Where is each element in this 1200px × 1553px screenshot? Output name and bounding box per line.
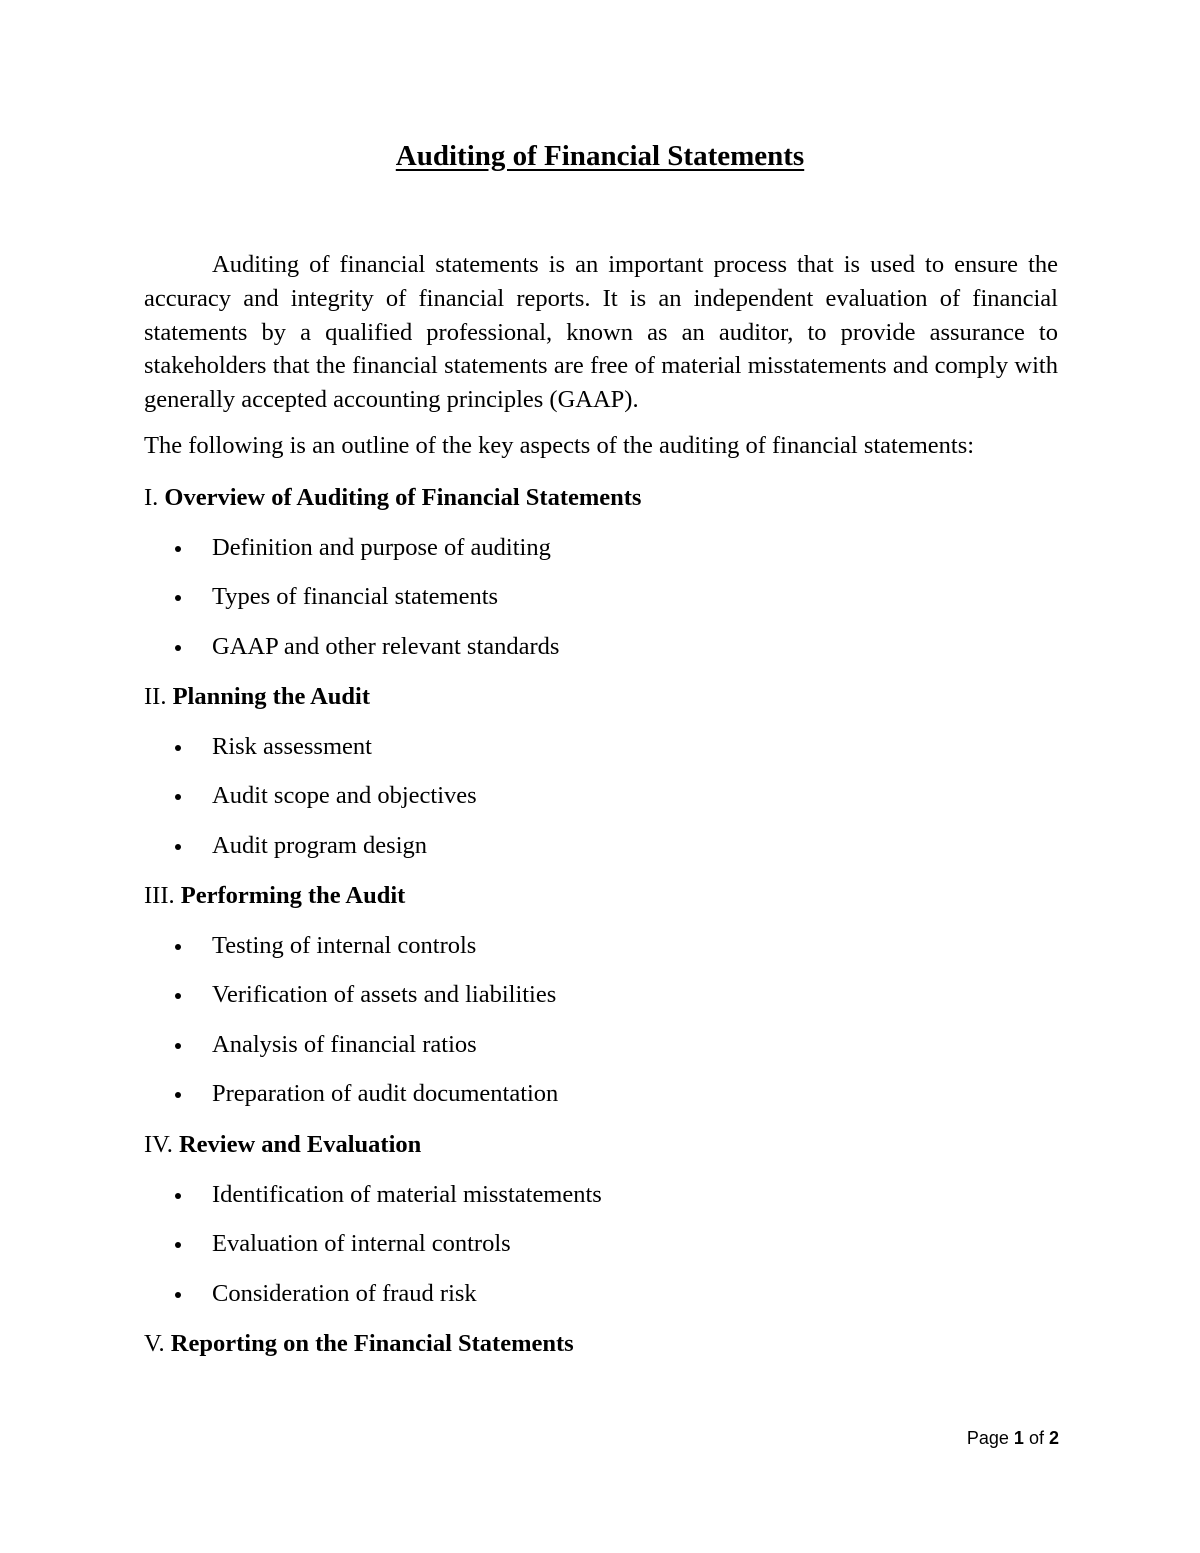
list-item bbox=[144, 929, 1084, 979]
list-item bbox=[144, 829, 1084, 879]
section-title: Review and Evaluation bbox=[178, 1131, 422, 1158]
list-item bbox=[144, 978, 1084, 1028]
section-heading bbox=[144, 680, 1084, 714]
list-item-text: GAAP and other relevant standards bbox=[212, 632, 560, 660]
list-item-text: Preparation of audit documentation bbox=[212, 1080, 559, 1108]
bullet-icon bbox=[175, 1193, 181, 1199]
bullet-icon bbox=[175, 993, 181, 999]
section-heading bbox=[144, 1128, 1084, 1162]
bullet-icon bbox=[175, 1043, 181, 1049]
list-item-text: Definition and purpose of auditing bbox=[212, 533, 551, 561]
section-number: IV. bbox=[144, 1131, 173, 1158]
bullet-list bbox=[144, 531, 1084, 680]
list-item-text: Types of financial statements bbox=[212, 583, 499, 611]
list-item bbox=[144, 779, 1084, 829]
list-item bbox=[144, 531, 1084, 581]
bullet-icon bbox=[175, 745, 181, 751]
section-number: II. bbox=[144, 683, 167, 710]
section-title: Planning the Audit bbox=[172, 683, 371, 710]
bullet-icon bbox=[175, 944, 181, 950]
section-number: I. bbox=[144, 484, 159, 511]
list-item bbox=[144, 1277, 1084, 1327]
of-label: of bbox=[1028, 1428, 1044, 1448]
section-title: Performing the Audit bbox=[180, 882, 406, 909]
section-reporting bbox=[144, 1327, 1084, 1361]
list-item bbox=[144, 1227, 1084, 1277]
list-item-text: Risk assessment bbox=[212, 732, 372, 760]
bullet-list bbox=[144, 1178, 1084, 1327]
list-item bbox=[144, 1077, 1084, 1127]
list-item-text: Consideration of fraud risk bbox=[212, 1279, 477, 1307]
list-item-text: Identification of material misstatements bbox=[212, 1180, 602, 1208]
section-overview bbox=[144, 481, 1084, 679]
current-page-number: 1 bbox=[1013, 1428, 1024, 1448]
page-label: Page bbox=[966, 1428, 1009, 1448]
bullet-list bbox=[144, 929, 1084, 1127]
bullet-icon bbox=[175, 645, 181, 651]
document-title: Auditing of Financial Statements bbox=[395, 140, 805, 172]
list-item bbox=[144, 730, 1084, 780]
list-item bbox=[144, 630, 1084, 680]
outline-lead-sentence: The following is an outline of the key aspects of the auditing of financial statements: bbox=[144, 432, 975, 459]
bullet-icon bbox=[175, 1092, 181, 1098]
bullet-icon bbox=[175, 844, 181, 850]
list-item-text: Audit scope and objectives bbox=[212, 782, 477, 810]
section-title: Reporting on the Financial Statements bbox=[170, 1330, 574, 1357]
list-item-text: Analysis of financial ratios bbox=[212, 1030, 477, 1058]
page-number-footer bbox=[955, 1428, 1059, 1449]
section-heading bbox=[144, 481, 1084, 515]
list-item bbox=[144, 1028, 1084, 1078]
total-page-count: 2 bbox=[1048, 1428, 1059, 1448]
list-item bbox=[144, 1178, 1084, 1228]
bullet-icon bbox=[175, 794, 181, 800]
bullet-list bbox=[144, 730, 1084, 879]
section-title: Overview of Auditing of Financial Statements bbox=[164, 484, 642, 511]
list-item bbox=[144, 580, 1084, 630]
bullet-icon bbox=[175, 546, 181, 552]
section-number: III. bbox=[144, 882, 175, 909]
intro-paragraph: Auditing of financial statements is an important process that is used to ensure the accuracy and integrity of financial reports. It is an independent evaluation of financial statements by a qualified professional, known as an auditor, to provide assurance to stakeholders that the financial statements are free of material misstatements and comply with generally accepted accounting principles (GAAP). bbox=[144, 251, 1058, 414]
list-item-text: Evaluation of internal controls bbox=[212, 1230, 511, 1258]
section-heading bbox=[144, 879, 1084, 913]
list-item-text: Testing of internal controls bbox=[212, 931, 477, 959]
list-item-text: Audit program design bbox=[212, 831, 428, 859]
list-item-text: Verification of assets and liabilities bbox=[212, 981, 557, 1009]
bullet-icon bbox=[175, 1242, 181, 1248]
section-number: V. bbox=[144, 1330, 165, 1357]
section-performing bbox=[144, 879, 1084, 1127]
section-review bbox=[144, 1128, 1084, 1326]
bullet-icon bbox=[175, 595, 181, 601]
bullet-icon bbox=[175, 1292, 181, 1298]
section-heading bbox=[144, 1327, 1084, 1361]
section-planning bbox=[144, 680, 1084, 878]
